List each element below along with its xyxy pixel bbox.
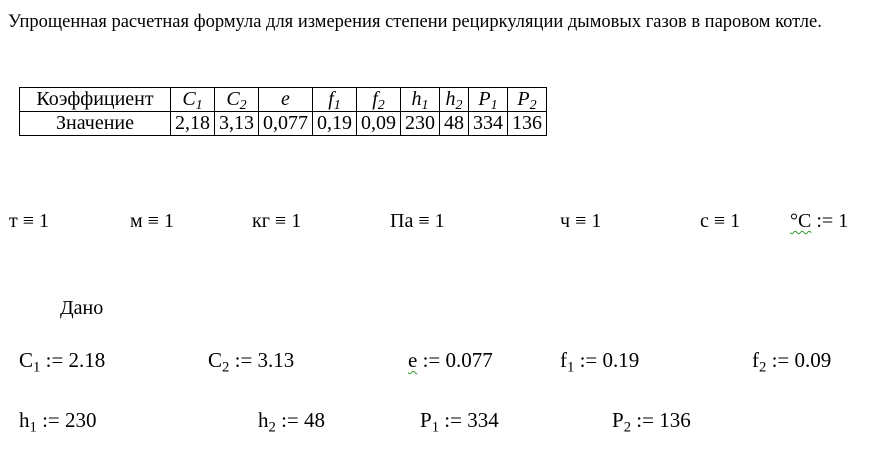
unit-def-m[interactable]: м ≡ 1 — [130, 210, 174, 232]
given-e[interactable]: e := 0.077 — [408, 348, 493, 372]
given-c1[interactable]: $C_1$ := 2.18 — [19, 348, 106, 376]
row-label-value: Значение — [20, 112, 171, 136]
value-p1: 334 — [469, 112, 508, 136]
given-p1[interactable]: $P_1$ := 334 — [420, 408, 499, 436]
table-row-header — [20, 88, 547, 112]
coefficient-table — [19, 87, 547, 136]
value-f2: 0,09 — [357, 112, 401, 136]
header-f2: $f_2$ — [357, 88, 401, 112]
given-f1[interactable]: $f_1$ := 0.19 — [560, 348, 640, 376]
header-p2: $P_2$ — [508, 88, 547, 112]
value-c2: 3,13 — [215, 112, 259, 136]
given-heading: Дано — [60, 297, 104, 319]
value-p2: 136 — [508, 112, 547, 136]
document-title: Упрощенная расчетная формула для измерения степени рециркуляции дымовых газов в паровом котле. — [8, 12, 822, 32]
given-h2[interactable]: $h_2$ := 48 — [258, 408, 326, 436]
header-c2: $C_2$ — [215, 88, 259, 112]
value-f1: 0,19 — [313, 112, 357, 136]
value-e: 0,077 — [259, 112, 313, 136]
unit-def-kg[interactable]: кг ≡ 1 — [252, 210, 302, 232]
given-h1[interactable]: $h_1$ := 230 — [19, 408, 97, 436]
header-h2: $h_2$ — [440, 88, 469, 112]
header-h1: $h_1$ — [401, 88, 440, 112]
unit-def-t[interactable]: т ≡ 1 — [9, 210, 50, 232]
value-h2: 48 — [440, 112, 469, 136]
unit-def-h[interactable]: ч ≡ 1 — [560, 210, 602, 232]
header-p1: $P_1$ — [469, 88, 508, 112]
unit-def-s[interactable]: с ≡ 1 — [700, 210, 741, 232]
header-f1: $f_1$ — [313, 88, 357, 112]
header-c1: $C_1$ — [171, 88, 215, 112]
header-e: e — [259, 88, 313, 112]
value-h1: 230 — [401, 112, 440, 136]
given-f2[interactable]: $f_2$ := 0.09 — [752, 348, 832, 376]
value-c1: 2,18 — [171, 112, 215, 136]
unit-def-pa[interactable]: Па ≡ 1 — [390, 210, 445, 232]
row-label-coefficient: Коэффициент — [20, 88, 171, 112]
table-row-values — [20, 112, 547, 136]
given-p2[interactable]: $P_2$ := 136 — [612, 408, 691, 436]
given-c2[interactable]: $C_2$ := 3.13 — [208, 348, 295, 376]
unit-def-celsius[interactable]: °C := 1 — [790, 210, 849, 232]
